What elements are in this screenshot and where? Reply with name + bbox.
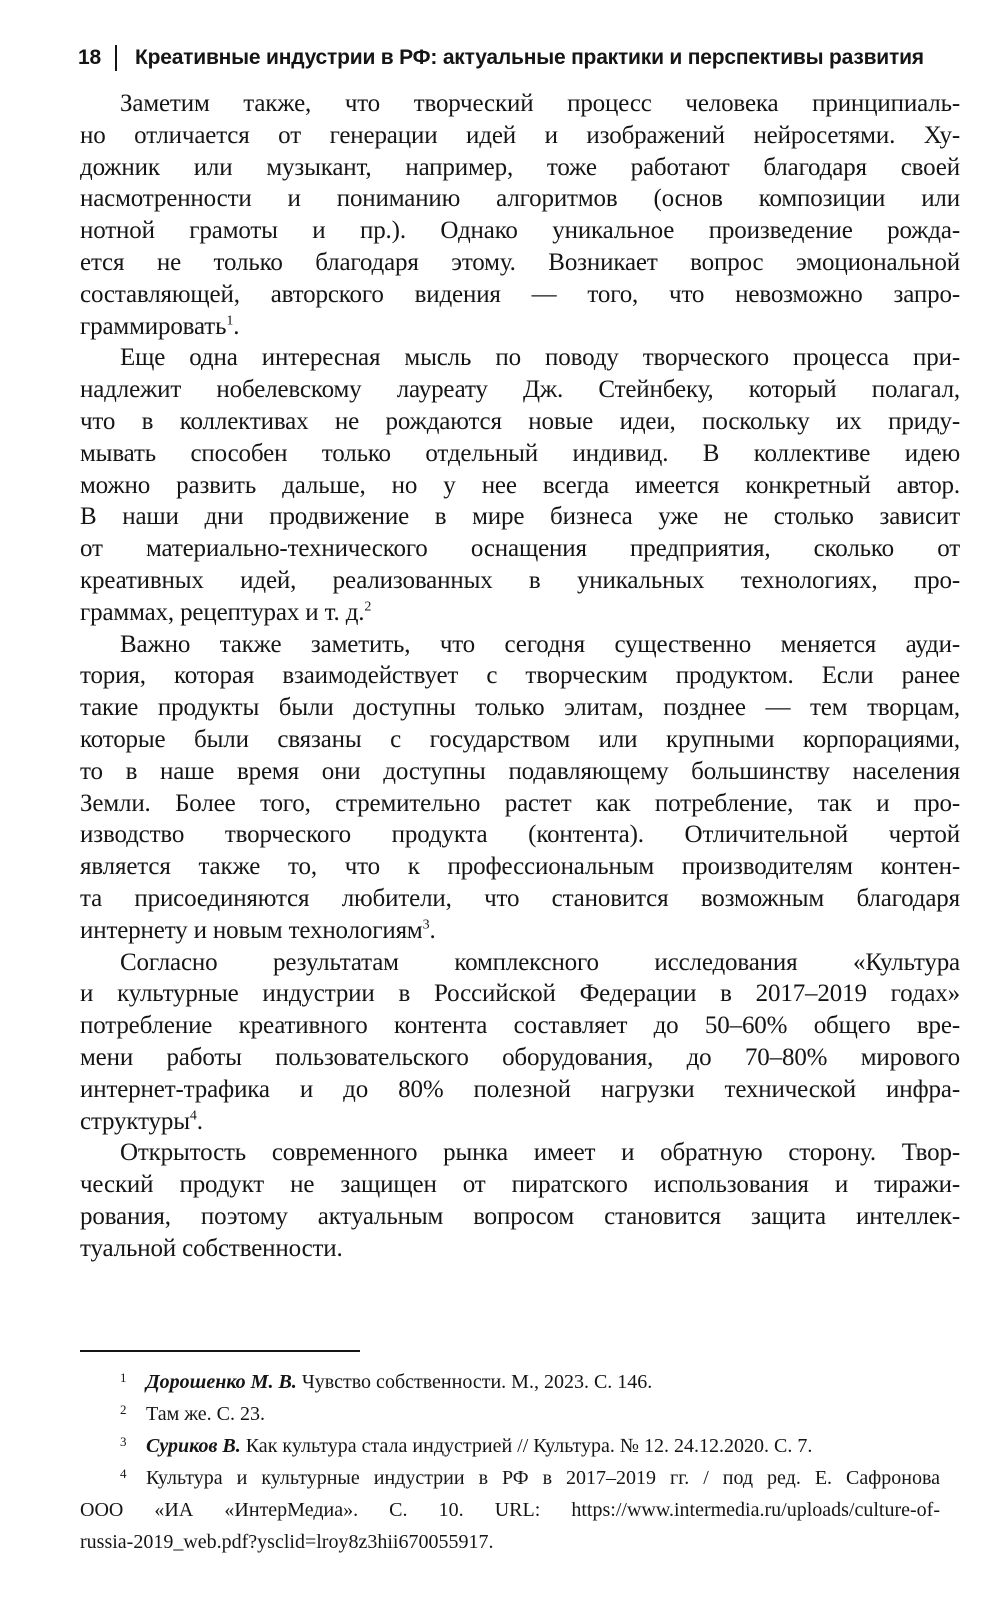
text-line: является также то, что к профессиональным производителям контен- (80, 853, 960, 881)
footnotes (80, 1366, 940, 1558)
footnote-3 (80, 1430, 940, 1462)
footnote-author: Суриков В. (146, 1435, 241, 1457)
text-line: можно развить дальше, но у нее всегда имеется конкретный автор. (80, 471, 960, 499)
footnote-text: Там же. С. 23. (146, 1403, 266, 1425)
paragraph (80, 1137, 960, 1264)
text-line: граммировать$^1$. (80, 312, 240, 340)
text-line: потребление креативного контента составляет до 50–60% общего вре- (80, 1012, 960, 1040)
text-line: дожник или музыкант, например, тоже работают благодаря своей (80, 153, 960, 181)
footnote-author: Дорошенко М. В. (146, 1371, 297, 1393)
footnote-text: Культура и культурные индустрии в РФ в 2017–2019 гг. / под ред. Е. Сафронова (146, 1467, 940, 1489)
text-line: от материально-технического оснащения предприятия, сколько от (80, 535, 960, 563)
footnote-2 (80, 1398, 940, 1430)
footnote-number: 3 (120, 1434, 127, 1449)
text-line: составляющей, авторского видения — того, что невозможно запро- (80, 280, 960, 308)
paragraph (80, 342, 960, 628)
text-line: Согласно результатам комплексного исследования «Культура (120, 948, 960, 976)
text-line: структуры$^4$. (80, 1107, 203, 1135)
paragraph (80, 947, 960, 1138)
text-line: Важно также заметить, что сегодня существенно меняется ауди- (120, 630, 960, 658)
text-line: что в коллективах не рождаются новые идеи, поскольку их приду- (80, 407, 960, 435)
footnote-continuation: russia-2019_web.pdf?ysclid=lroy8z3hii670055917. (80, 1531, 494, 1553)
text-line: та присоединяются любители, что становится возможным благодаря (80, 884, 960, 912)
footnote-ref[interactable]: 2 (364, 599, 372, 615)
footnote-4 (80, 1462, 940, 1494)
text-line: интернету и новым технологиям$^3$. (80, 916, 436, 944)
body-text (80, 88, 960, 1264)
footnote-ref[interactable]: 1 (226, 313, 234, 329)
text-line: туальной собственности. (80, 1234, 343, 1262)
text-line: которые были связаны с государством или крупными корпорациями, (80, 725, 960, 753)
footnote-continuation: ООО «ИА «ИнтерМедиа». С. 10. URL: https://www.intermedia.ru/uploads/culture-of- (80, 1499, 940, 1521)
header-separator (115, 45, 117, 71)
text-line: В наши дни продвижение в мире бизнеса уже не столько зависит (80, 503, 960, 531)
footnote-ref[interactable]: 3 (422, 917, 430, 933)
text-line: ется не только благодаря этому. Возникает вопрос эмоциональной (80, 248, 960, 276)
footnote-number: 4 (120, 1466, 127, 1481)
text-line: но отличается от генерации идей и изображений нейросетями. Ху- (80, 121, 960, 149)
footnote-number: 1 (120, 1370, 127, 1385)
text-line: рования, поэтому актуальным вопросом становится защита интеллек- (80, 1202, 960, 1230)
text-line: Земли. Более того, стремительно растет как потребление, так и про- (80, 789, 960, 817)
paragraph (80, 629, 960, 947)
text-line: нотной грамоты и пр.). Однако уникальное произведение рожда- (80, 217, 960, 245)
footnote-number: 2 (120, 1402, 127, 1417)
footnote-1 (80, 1366, 940, 1398)
text-line: интернет-трафика и до 80% полезной нагрузки технической инфра- (80, 1075, 960, 1103)
text-line: тория, которая взаимодействует с творческим продуктом. Если ранее (80, 662, 960, 690)
text-line: Заметим также, что творческий процесс человека принципиаль- (120, 90, 960, 117)
footnote-text: Чувство собственности. М., 2023. С. 146. (296, 1371, 653, 1393)
text-line: мывать способен только отдельный индивид. В коллективе идею (80, 439, 960, 467)
text-line: насмотренности и пониманию алгоритмов (основ композиции или (80, 185, 960, 213)
text-line: Открытость современного рынка имеет и обратную сторону. Твор- (120, 1139, 960, 1167)
text-line: то в наше время они доступны подавляющему большинству населения (80, 757, 960, 785)
text-line: такие продукты были доступны только элитам, позднее — тем творцам, (80, 694, 960, 722)
text-line: и культурные индустрии в Российской Федерации в 2017–2019 годах» (80, 980, 960, 1008)
paragraph (80, 88, 960, 342)
running-header (78, 38, 960, 78)
footnote-text: Как культура стала индустрией // Культура. № 12. 24.12.2020. С. 7. (240, 1435, 813, 1457)
text-line: креативных идей, реализованных в уникальных технологиях, про- (80, 566, 960, 594)
text-line: ческий продукт не защищен от пиратского использования и тиражи- (80, 1171, 960, 1199)
text-line: изводство творческого продукта (контента). Отличительной чертой (80, 821, 960, 849)
text-line: надлежит нобелевскому лауреату Дж. Стейнбеку, который полагал, (80, 376, 960, 404)
footnote-divider (80, 1350, 360, 1352)
footnote-ref[interactable]: 4 (189, 1108, 197, 1124)
page-number: 18 (78, 46, 101, 69)
text-line: Еще одна интересная мысль по поводу творческого процесса при- (120, 344, 960, 372)
text-line: мени работы пользовательского оборудования, до 70–80% мирового (80, 1043, 960, 1071)
running-title: Креативные индустрии в РФ: актуальные практики и перспективы развития (134, 46, 924, 69)
text-line: граммах, рецептурах и т. д.$^2$ (80, 598, 372, 626)
